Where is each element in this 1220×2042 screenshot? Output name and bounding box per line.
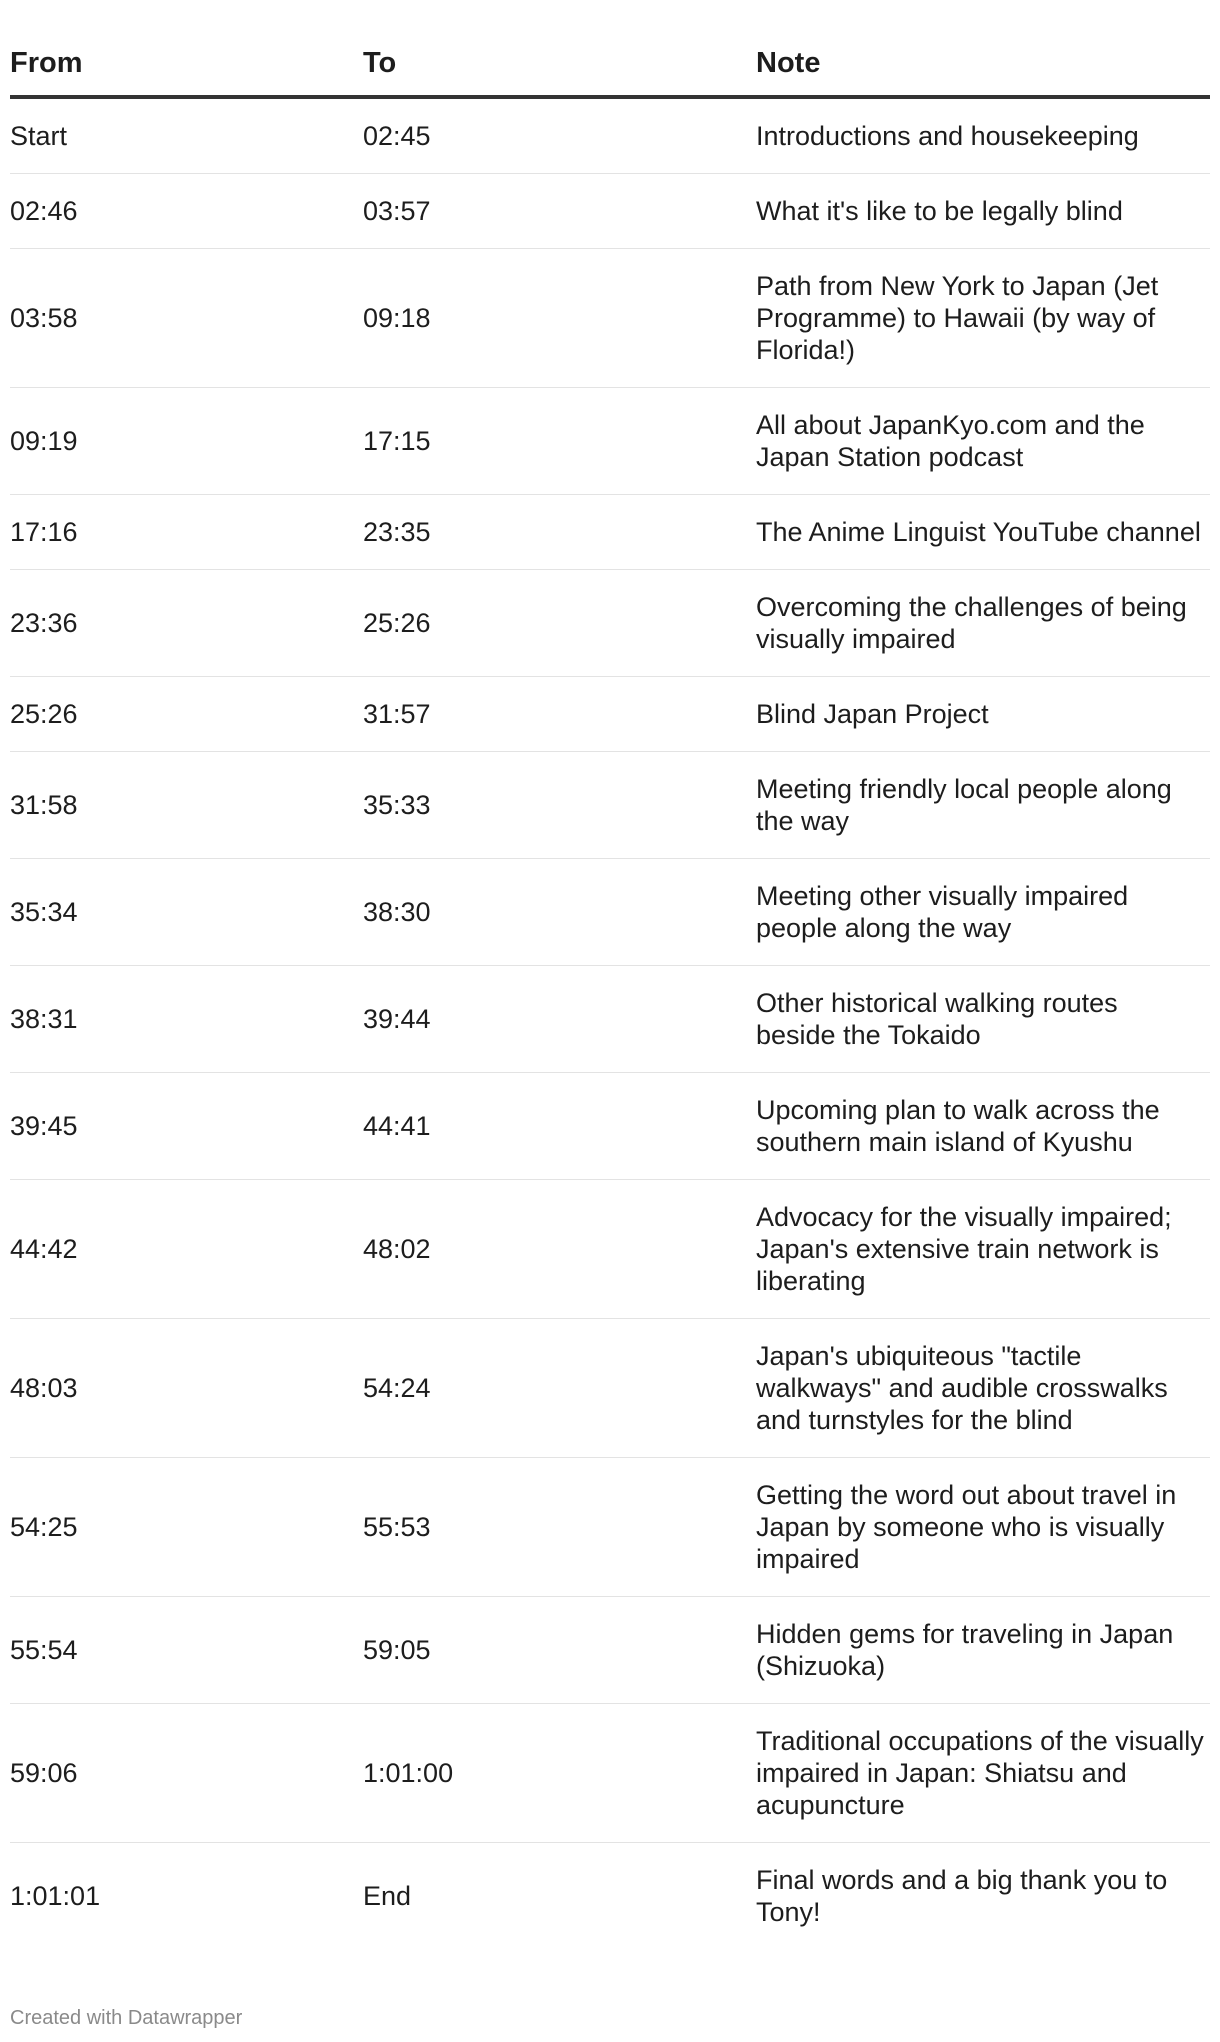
datawrapper-credit[interactable]: Created with Datawrapper: [10, 2007, 243, 2029]
cell-note: Meeting friendly local people along the way: [756, 751, 1210, 858]
cell-from: 02:46: [10, 173, 363, 248]
cell-note: Overcoming the challenges of being visually impaired: [756, 569, 1210, 676]
cell-from: 38:31: [10, 965, 363, 1072]
cell-note: What it's like to be legally blind: [756, 173, 1210, 248]
table-row: [10, 248, 1210, 387]
cell-note: Getting the word out about travel in Japan by someone who is visually impaired: [756, 1457, 1210, 1596]
cell-from: 55:54: [10, 1596, 363, 1703]
cell-from: 03:58: [10, 248, 363, 387]
table-row: [10, 173, 1210, 248]
cell-from: 44:42: [10, 1179, 363, 1318]
table-row: [10, 858, 1210, 965]
header-row: [10, 36, 1210, 97]
cell-note: The Anime Linguist YouTube channel: [756, 494, 1210, 569]
cell-note: Final words and a big thank you to Tony!: [756, 1864, 1168, 1927]
cell-to: End: [363, 1880, 412, 1911]
cell-from: 09:19: [10, 387, 363, 494]
table-row: [10, 965, 1210, 1072]
cell-to: 25:26: [363, 569, 756, 676]
cell-to: 35:33: [363, 751, 756, 858]
cell-note: Blind Japan Project: [756, 676, 1210, 751]
cell-note: Traditional occupations of the visually impaired in Japan: Shiatsu and acupuncture: [756, 1703, 1210, 1842]
cell-to: 54:24: [363, 1318, 756, 1457]
column-header-to[interactable]: To: [363, 36, 756, 97]
cell-to: 1:01:00: [363, 1703, 756, 1842]
cell-note: Upcoming plan to walk across the southern main island of Kyushu: [756, 1072, 1210, 1179]
cell-from: 25:26: [10, 676, 363, 751]
cell-note: Advocacy for the visually impaired; Japan's extensive train network is liberating: [756, 1179, 1210, 1318]
cell-to: 23:35: [363, 494, 756, 569]
table-row: [10, 1842, 1210, 1949]
cell-to: 17:15: [363, 387, 756, 494]
table-body: [10, 97, 1210, 1949]
cell-note: All about JapanKyo.com and the Japan Station podcast: [756, 387, 1210, 494]
cell-from: 39:45: [10, 1072, 363, 1179]
cell-to: 55:53: [363, 1457, 756, 1596]
table-row: [10, 494, 1210, 569]
table-row: [10, 1596, 1210, 1703]
table-row: [10, 569, 1210, 676]
cell-note: Path from New York to Japan (Jet Programme) to Hawaii (by way of Florida!): [756, 248, 1210, 387]
timestamps-table: [10, 36, 1210, 1949]
cell-note: Meeting other visually impaired people along the way: [756, 858, 1210, 965]
cell-from: 31:58: [10, 751, 363, 858]
table-row: [10, 1318, 1210, 1457]
cell-to: 44:41: [363, 1072, 756, 1179]
cell-note: Japan's ubiquiteous "tactile walkways" and audible crosswalks and turnstyles for the blind: [756, 1318, 1210, 1457]
table-row: [10, 387, 1210, 494]
cell-from: 54:25: [10, 1457, 363, 1596]
table-row: [10, 1457, 1210, 1596]
cell-to: 38:30: [363, 858, 756, 965]
cell-to: 02:45: [363, 97, 756, 174]
cell-from: 1:01:01: [10, 1880, 101, 1911]
table-row: [10, 1072, 1210, 1179]
cell-to: 59:05: [363, 1596, 756, 1703]
cell-from: Start: [10, 97, 363, 174]
cell-note: Hidden gems for traveling in Japan (Shizuoka): [756, 1596, 1210, 1703]
cell-from: 23:36: [10, 569, 363, 676]
table-row: [10, 676, 1210, 751]
cell-from: 59:06: [10, 1703, 363, 1842]
table-row: [10, 751, 1210, 858]
cell-to: 31:57: [363, 676, 756, 751]
cell-to: 39:44: [363, 965, 756, 1072]
table-row: [10, 1703, 1210, 1842]
cell-to: 03:57: [363, 173, 756, 248]
table-header: [10, 36, 1210, 97]
cell-from: 35:34: [10, 858, 363, 965]
cell-from: 48:03: [10, 1318, 363, 1457]
cell-note: Introductions and housekeeping: [756, 97, 1210, 174]
cell-from: 17:16: [10, 494, 363, 569]
table-row: [10, 1179, 1210, 1318]
cell-note: Other historical walking routes beside the Tokaido: [756, 965, 1210, 1072]
cell-to: 09:18: [363, 248, 756, 387]
timestamps-table-container: [10, 36, 1210, 1949]
column-header-note[interactable]: Note: [756, 36, 1210, 97]
column-header-from[interactable]: From: [10, 36, 363, 97]
cell-to: 48:02: [363, 1179, 756, 1318]
table-row: [10, 97, 1210, 174]
